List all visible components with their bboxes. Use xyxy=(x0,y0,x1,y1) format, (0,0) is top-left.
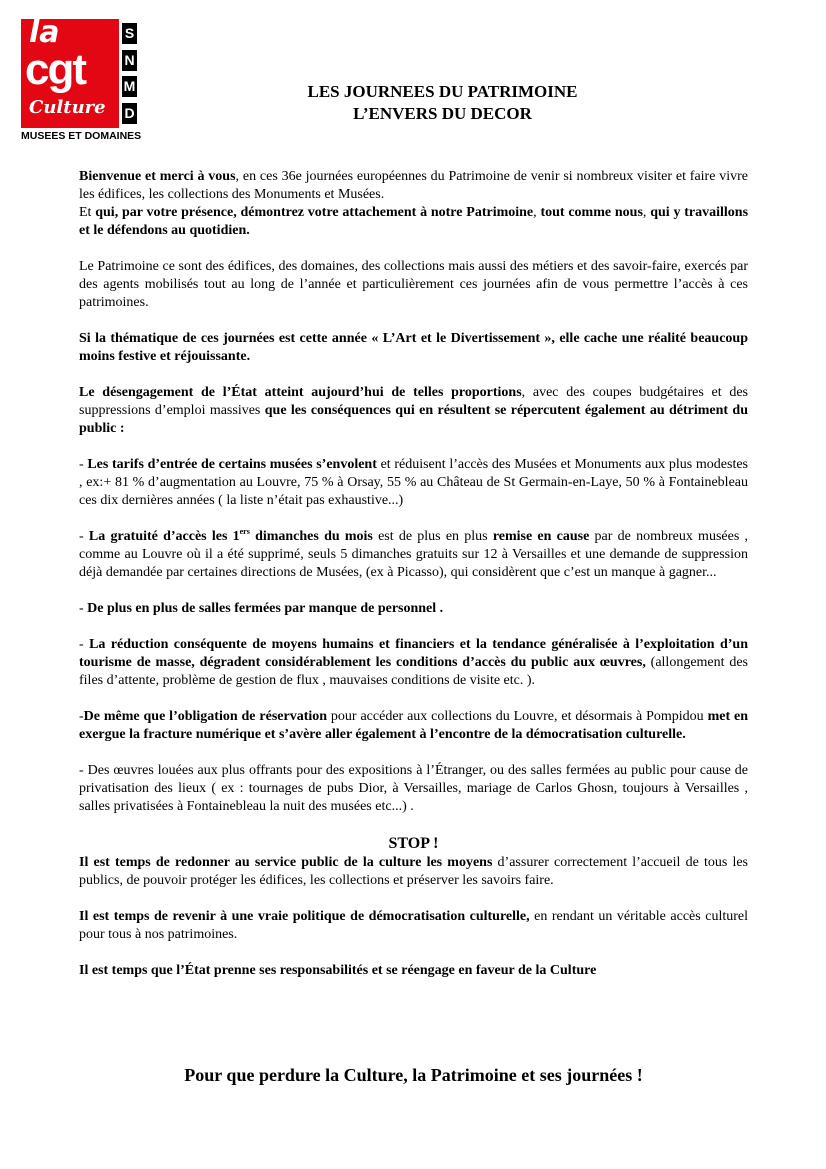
bold-text: Il est temps que l’État prenne ses responsabilités et se réengage en faveur de la Culture xyxy=(79,963,597,978)
paragraph-patrimoine: Le Patrimoine ce sont des édifices, des domaines, des collections mais aussi des métiers et des savoir-faire, exercés par des agents mobilisés tout au long de l’année et particulièrement ces journées afin de vous permettre l’accès à ces patrimoines. xyxy=(79,259,748,310)
paragraph-welcome xyxy=(79,168,748,240)
bold-text: De même que l’obligation de réservation xyxy=(83,709,328,724)
bold-text: La gratuité d’accès les 1 xyxy=(88,529,240,544)
text: (allongement des files d’attente, problème de gestion de flux , mauvaises conditions de visite etc. ). xyxy=(79,655,749,688)
text: d’assurer correctement l’accueil de tous les publics, de pouvoir protéger les édifices, les collections et préserver les savoirs faire. xyxy=(79,855,748,888)
bold-text: tout comme nous xyxy=(540,205,643,220)
text: - xyxy=(79,601,88,616)
bold-text: La réduction conséquente de moyens humains et financiers et la tendance généralisée à l’exploitation d’un tourisme de masse, dégradent considérablement les conditions d’accès du public aux œuvres, xyxy=(79,637,749,670)
logo-letter: D xyxy=(122,103,137,124)
text: , xyxy=(642,205,651,220)
logo-letter: M xyxy=(122,76,137,97)
bold-text: que les conséquences qui en résultent se répercutent également au détriment du public : xyxy=(79,403,748,436)
bullet-tarifs xyxy=(79,456,748,510)
text: , xyxy=(533,205,541,220)
document-title: LES JOURNEES DU PATRIMOINE xyxy=(307,82,578,101)
logo-la: la xyxy=(29,15,60,50)
bullet-salles xyxy=(79,600,748,618)
logo-snmd-column xyxy=(119,19,140,128)
logo-letter: S xyxy=(122,23,137,44)
paragraph-thematique xyxy=(79,330,748,366)
bullet-reduction xyxy=(79,636,748,690)
bullet-gratuite xyxy=(79,528,748,582)
text: , avec des coupes budgétaires et des suppressions d’emploi massives xyxy=(79,385,748,418)
bold-text: met en exergue la fracture numérique et s’avère aller également à l’encontre de la démocratisation culturelle. xyxy=(79,709,748,742)
stop-heading: STOP ! xyxy=(388,835,439,852)
text: - xyxy=(79,637,90,652)
superscript: ers xyxy=(239,527,250,536)
logo-culture: Culture xyxy=(29,97,106,118)
paragraph-desengagement xyxy=(79,384,748,438)
document-subtitle: L’ENVERS DU DECOR xyxy=(353,104,532,123)
paragraph-service-public xyxy=(79,854,748,890)
bold-text: qui y travaillons et le défendons au quotidien. xyxy=(79,205,749,238)
text: par de nombreux musées , comme au Louvre où il a été supprimé, seuls 5 dimanches gratuits sur 12 à Versailles et une demande de suppression déjà demandée par certaines directions de Musées, (ex à Picasso), qui considèrent que c’est un manque à gagner... xyxy=(79,529,748,580)
logo-musees-domaines: MUSEES ET DOMAINES xyxy=(21,130,142,142)
bold-text: Il est temps de revenir à une vraie politique de démocratisation culturelle, xyxy=(79,909,530,924)
bold-text: Il est temps de redonner au service public de la culture les moyens xyxy=(79,855,493,870)
bold-text: Les tarifs d’entrée de certains musées s’envolent xyxy=(87,457,377,472)
logo-cgt: cgt xyxy=(25,45,85,94)
bold-text: De plus en plus de salles fermées par manque de personnel . xyxy=(87,601,444,616)
bold-text: qui, par votre présence, démontrez votre attachement à notre Patrimoine xyxy=(95,205,534,220)
text: en rendant un véritable accès culturel pour tous à nos patrimoines. xyxy=(79,909,748,942)
paragraph-democratisation xyxy=(79,908,748,944)
document-body xyxy=(79,168,748,980)
paragraph-etat xyxy=(79,962,748,980)
bold-text: Le désengagement de l’État atteint aujourd’hui de telles proportions xyxy=(79,385,522,400)
text: - xyxy=(79,529,89,544)
text: , en ces 36e journées européennes du Patrimoine de venir si nombreux visiter et faire vivre les édifices, les collections des Monuments et Musées. xyxy=(79,169,749,202)
text: pour accéder aux collections du Louvre, et désormais à Pompidou xyxy=(327,709,708,724)
text: Et xyxy=(79,205,96,220)
text: et réduisent l’accès des Musées et Monuments aux plus modestes , ex:+ 81 % d’augmentation au Louvre, 75 % à Orsay, 55 % au Château de St Germain-en-Laye, 50 % à Fontainebleau ces dix dernières années ( la liste n’était pas exhaustive...) xyxy=(79,457,748,508)
bold-text: Bienvenue et merci à vous xyxy=(79,169,236,184)
bold-text: dimanches du mois xyxy=(249,529,373,544)
text: est de plus en plus xyxy=(372,529,493,544)
text: - xyxy=(79,709,84,724)
bullet-oeuvres: - Des œuvres louées aux plus offrants pour des expositions à l’Étranger, ou des salles fermées au public pour cause de privatisation des lieux ( ex : tournages de pubs Dior, à Versailles, mariage de Carlos Ghosn, toujours à Versailles , salles privatisées à Fontainebleau la nuit des musées etc...) . xyxy=(79,763,748,814)
cgt-culture-logo xyxy=(21,15,142,148)
closing-slogan: Pour que perdure la Culture, la Patrimoine et ses journées ! xyxy=(184,1065,643,1085)
bullet-reservation xyxy=(79,708,748,744)
bold-text: Si la thématique de ces journées est cette année « L’Art et le Divertissement », elle cache une réalité beaucoup moins festive et réjouissante. xyxy=(79,331,748,364)
logo-letter: N xyxy=(122,50,137,71)
logo-red-block xyxy=(21,15,119,128)
bold-text: remise en cause xyxy=(492,529,590,544)
text: - xyxy=(79,457,88,472)
